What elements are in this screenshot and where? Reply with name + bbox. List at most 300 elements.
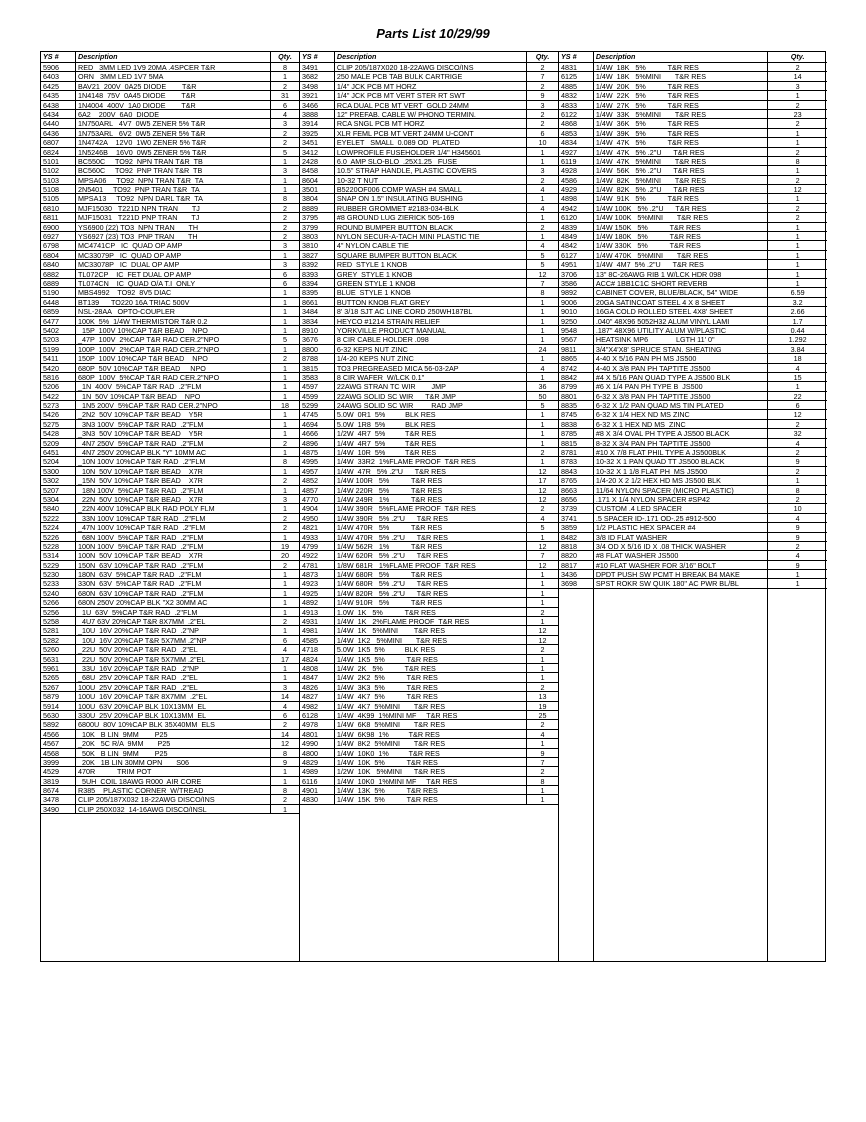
part-number: 8656 [561, 494, 577, 504]
part-description: 1/4W 33K 5%MINI T&R RES [593, 110, 767, 118]
part-number: 3804 [302, 194, 318, 203]
part-number: 4913 [302, 607, 318, 617]
part-quantity: 2 [526, 176, 558, 184]
part-description: _10U 16V 20%CAP T&R 5X7MM .2"NP [75, 636, 270, 644]
part-description: 1/4W 4K7 5%MINI T&R RES [334, 702, 526, 710]
part-quantity: 1 [526, 420, 558, 428]
part-number: 6824 [43, 147, 59, 156]
part-number: 8799 [561, 382, 577, 391]
table-row [559, 194, 827, 203]
part-number: 9548 [561, 325, 577, 335]
part-quantity: 2 [767, 495, 827, 503]
part-description: 1/4W 33R2 1%FLAME PROOF T&R RES [334, 457, 526, 465]
part-quantity: 1 [270, 298, 299, 306]
part-description: 1/4W 249R 1% T&R RES [334, 495, 526, 503]
table-row [41, 373, 299, 382]
part-description: 100U 16V 20%CAP T&R 8X7MM .2"EL [75, 692, 270, 700]
part-description: 1/4W 6K8 5%MINI T&R RES [334, 720, 526, 728]
table-row [559, 148, 827, 157]
part-number: 4839 [561, 222, 577, 232]
table-row [300, 373, 558, 382]
table-row [559, 514, 827, 523]
part-description: 5.0W 1R8 5% BLK RES [334, 420, 526, 428]
part-description: _68N 100V 5%CAP T&R RAD .2"FLM [75, 533, 270, 541]
part-description: 1/4W 56K 5% .2"U T&R RES [593, 166, 767, 174]
part-quantity: 3 [270, 166, 299, 174]
part-quantity: 2 [767, 448, 827, 456]
table-row [300, 213, 558, 222]
table-row [300, 82, 558, 91]
part-number: 4927 [561, 147, 577, 156]
part-quantity: 2 [767, 148, 827, 156]
part-number: 6477 [43, 316, 59, 325]
part-description: 6-32 X 1 HEX ND MS ZINC [593, 420, 767, 428]
part-quantity: 4 [270, 110, 299, 118]
part-quantity: 1 [526, 213, 558, 221]
part-description: 180N 63V 5%CAP T&R RAD .2"FLM [75, 570, 270, 578]
part-description: 10-32 X 1 PAN QUAD TT JS500 BLACK [593, 457, 767, 465]
parts-column-3 [558, 52, 827, 961]
table-row [559, 476, 827, 485]
part-quantity: 2 [526, 683, 558, 691]
table-row [300, 401, 558, 410]
part-description: 1/4" JCK PCB MT HORZ [334, 82, 526, 90]
part-number: 3451 [302, 138, 318, 147]
part-number: 4853 [561, 128, 577, 138]
part-number: 5304 [43, 494, 59, 504]
part-number: 3478 [43, 795, 59, 804]
part-quantity: 4 [767, 514, 827, 522]
part-description: 1/4W 3K3 5% T&R RES [334, 683, 526, 691]
table-row [300, 119, 558, 128]
part-description: BUTTON KNOB FLAT GREY [334, 298, 526, 306]
part-quantity: 6 [270, 636, 299, 644]
table-row [41, 317, 299, 326]
table-row [41, 119, 299, 128]
part-quantity: 19 [526, 702, 558, 710]
part-number: 5299 [302, 401, 318, 410]
part-number: 3810 [302, 241, 318, 250]
table-row [41, 382, 299, 391]
part-number: 5961 [43, 664, 59, 673]
header-qty: Qty. [526, 52, 558, 62]
part-description: 100U 25V 20%CAP T&R RAD .2"EL [75, 683, 270, 691]
part-description: RCA SNGL PCB MT HORZ [334, 119, 526, 127]
part-description: 1.0W 1K 5% T&R RES [334, 608, 526, 616]
table-row [559, 495, 827, 504]
part-number: 8482 [561, 532, 577, 541]
part-number: 3466 [302, 100, 318, 109]
part-quantity: 1 [270, 72, 299, 80]
part-number: 6125 [561, 72, 577, 81]
column-header [300, 52, 558, 63]
part-quantity: 2 [270, 138, 299, 146]
part-number: 4873 [302, 570, 318, 579]
part-description: TO3 PREGREASED MICA 56-03-2AP [334, 364, 526, 372]
table-row [559, 504, 827, 513]
part-number: 4982 [302, 701, 318, 710]
part-number: 6798 [43, 241, 59, 250]
part-number: 5204 [43, 457, 59, 466]
part-quantity: 1 [526, 326, 558, 334]
part-quantity: 1 [270, 598, 299, 606]
table-row [41, 758, 299, 767]
part-description: 1/4W 13K 5% T&R RES [334, 786, 526, 794]
part-quantity: 1 [270, 448, 299, 456]
part-quantity: 2 [526, 720, 558, 728]
part-description: 470R TRIM POT [75, 767, 270, 775]
table-row [41, 495, 299, 504]
part-number: 5816 [43, 372, 59, 382]
part-number: 6889 [43, 278, 59, 288]
part-description: _1N 400V 5%CAP T&R RAD .2"FLM [75, 382, 270, 390]
part-description: 1N4742A 12V0 1W0 ZENER 5% T&R [75, 138, 270, 146]
part-description: _1U 63V 5%CAP T&R RAD .2"FLM [75, 608, 270, 616]
part-number: 6451 [43, 448, 59, 457]
part-number: 4567 [43, 739, 59, 748]
part-description: #6 X 1/4 PAN PH TYPE B JS500 [593, 382, 767, 390]
part-description: R385 PLASTIC CORNER W/TREAD [75, 786, 270, 794]
table-row [300, 110, 558, 119]
parts-table [40, 51, 826, 962]
table-row [41, 138, 299, 147]
part-description: _4U7 63V 20%CAP T&R 8X7MM .2"EL [75, 617, 270, 625]
part-description: _3N3 50V 10%CAP T&R BEAD Y5R [75, 429, 270, 437]
part-quantity: 1 [270, 364, 299, 372]
part-number: 6120 [561, 213, 577, 222]
part-description: MC4741CP IC QUAD OP AMP [75, 241, 270, 249]
part-description: TL074CN IC QUAD O/A T.I ONLY [75, 279, 270, 287]
table-row [300, 439, 558, 448]
part-description: BC560C TO92 PNP TRAN T&R TB [75, 166, 270, 174]
table-row [559, 223, 827, 232]
part-number: 6436 [43, 128, 59, 138]
table-row [300, 232, 558, 241]
part-quantity: 6 [270, 711, 299, 719]
table-row [41, 91, 299, 100]
part-description: 4-40 X 3/8 PAN PH TAPTITE JS500 [593, 364, 767, 372]
header-qty: Qty. [767, 52, 827, 62]
part-quantity: 2 [767, 542, 827, 550]
table-row [41, 439, 299, 448]
part-description: 100P 100V 2%CAP T&R RAD CER.2"NPO [75, 345, 270, 353]
part-number: 6119 [561, 156, 577, 166]
part-description: YS6900 (22) TO3 NPN TRAN TH [75, 223, 270, 231]
part-description: 8' 3/18 SJT AC LINE CORD 250WH187BL [334, 307, 526, 315]
part-number: 8788 [302, 354, 318, 363]
table-row [559, 232, 827, 241]
table-row [300, 307, 558, 316]
table-row [559, 467, 827, 476]
part-quantity: 1 [526, 439, 558, 447]
part-number: 5302 [43, 476, 59, 485]
part-number: 6128 [302, 710, 318, 720]
part-quantity: 4 [526, 730, 558, 738]
part-number: 4989 [302, 767, 318, 776]
part-quantity: 2 [270, 439, 299, 447]
table-row [41, 176, 299, 185]
table-row [41, 504, 299, 513]
part-description: MPSA13 TO92 NPN DARL T&R TA [75, 194, 270, 202]
table-row [559, 392, 827, 401]
part-quantity: 50 [526, 392, 558, 400]
part-quantity: 1.292 [767, 335, 827, 343]
part-number: 3815 [302, 363, 318, 372]
part-number: 4586 [561, 175, 577, 185]
part-description: YS6927 (23) TO3 PNP TRAN TH [75, 232, 270, 240]
table-row [300, 720, 558, 729]
part-description: _33N 100V 10%CAP T&R RAD .2"FLM [75, 514, 270, 522]
part-quantity: 1 [767, 241, 827, 249]
table-row [41, 101, 299, 110]
part-number: 4830 [302, 795, 318, 804]
part-number: 3834 [302, 316, 318, 325]
table-row [41, 345, 299, 354]
part-description: 1/4W 180K 5% T&R RES [593, 232, 767, 240]
part-description: 2N5401 TO92 PNP TRAN T&R TA [75, 185, 270, 193]
table-row [41, 551, 299, 560]
part-quantity: 1 [767, 382, 827, 390]
table-row [300, 486, 558, 495]
part-description: 6-32 X 3/8 PAN PH TAPTITE JS500 [593, 392, 767, 400]
part-description: 1/2W 4R7 5% T&R RES [334, 429, 526, 437]
table-row [41, 683, 299, 692]
table-row [300, 608, 558, 617]
part-description: 330N 63V 5%CAP T&R RAD .2"FLM [75, 579, 270, 587]
table-row [300, 504, 558, 513]
part-quantity: 6 [526, 129, 558, 137]
part-number: 5222 [43, 513, 59, 523]
part-description: EYELET SMALL 0.089 OD PLATED [334, 138, 526, 146]
part-quantity: 2 [270, 617, 299, 625]
part-number: 4896 [302, 438, 318, 448]
part-description: 6800U 80V 10%CAP BLK 35X40MM ELS [75, 720, 270, 728]
part-description: 1/4W 100R 5% T&R RES [334, 476, 526, 484]
part-description: CUSTOM .4 LED SPACER [593, 504, 767, 512]
table-row [559, 448, 827, 457]
part-description: _2N2 50V 10%CAP T&R BEAD Y5R [75, 410, 270, 418]
part-quantity: 1 [767, 223, 827, 231]
part-number: 4852 [302, 476, 318, 485]
part-number: 8843 [561, 466, 577, 476]
part-number: 4978 [302, 720, 318, 729]
header-ys: YS # [561, 52, 577, 61]
part-description: _15N 50V 10%CAP T&R BEAD X7R [75, 476, 270, 484]
part-number: 4957 [302, 466, 318, 476]
part-description: _20K 1B LIN 30MM OPN S06 [75, 758, 270, 766]
table-row [300, 476, 558, 485]
part-quantity: 5 [526, 401, 558, 409]
part-number: 3436 [561, 570, 577, 579]
part-quantity: 2 [270, 476, 299, 484]
table-row [300, 542, 558, 551]
table-row [41, 514, 299, 523]
part-description: 1/4W 82K 5% .2"U T&R RES [593, 185, 767, 193]
part-quantity: 9 [526, 749, 558, 757]
part-quantity: 3.2 [767, 298, 827, 306]
part-quantity: 1 [270, 608, 299, 616]
part-number: 8835 [561, 401, 577, 410]
part-quantity: 1 [270, 326, 299, 334]
table-row [559, 523, 827, 532]
table-row [300, 617, 558, 626]
table-row [41, 570, 299, 579]
table-row [300, 655, 558, 664]
part-number: 5426 [43, 410, 59, 419]
part-number: 3914 [302, 119, 318, 128]
part-quantity: 23 [767, 110, 827, 118]
table-row [300, 758, 558, 767]
part-quantity: 6 [767, 401, 827, 409]
part-description: 330U 25V 20%CAP BLK 10X13MM EL [75, 711, 270, 719]
part-number: 4933 [302, 532, 318, 541]
part-description: 3/4"X4'X8' SPRUCE STAN. SHEATING [593, 345, 767, 353]
part-quantity: 1 [270, 673, 299, 681]
part-quantity: 17 [526, 476, 558, 484]
part-description: 22AWG STRAN TC WIR JMP [334, 382, 526, 390]
table-row [300, 288, 558, 297]
empty-cell [593, 589, 767, 961]
part-description: 1/4W 1K2 5%MINI T&R RES [334, 636, 526, 644]
part-number: 5228 [43, 541, 59, 551]
part-number: 6810 [43, 203, 59, 213]
table-row [559, 486, 827, 495]
part-number: 4904 [302, 504, 318, 513]
table-row [559, 101, 827, 110]
table-row [300, 467, 558, 476]
part-quantity: 3 [767, 82, 827, 90]
part-description: 1/4-20 KEPS NUT ZINC [334, 354, 526, 362]
part-description: _1N 50V 10%CAP T&R BEAD NPO [75, 392, 270, 400]
part-description: NYLON SECUR-A-TACH MINI PLASTIC TIE [334, 232, 526, 240]
part-quantity: 8 [526, 288, 558, 296]
part-quantity: 2 [270, 561, 299, 569]
part-description: 8 CIR WAFER W/LCK 0.1" [334, 373, 526, 381]
part-number: 6900 [43, 222, 59, 232]
table-row [559, 119, 827, 128]
part-description: 680N 250V 20%CAP BLK "X2 30MM AC [75, 598, 270, 606]
table-row [41, 194, 299, 203]
part-quantity: 1 [270, 382, 299, 390]
part-description: HEYCO #1214 STRAIN RELIEF [334, 317, 526, 325]
part-quantity: 1 [526, 335, 558, 343]
part-description: 1/4W 4K7 5% T&R RES [334, 692, 526, 700]
table-row [300, 683, 558, 692]
table-row [300, 495, 558, 504]
table-row [41, 279, 299, 288]
part-number: 4831 [561, 63, 577, 72]
part-description: 1/4W 18K 5% T&R RES [593, 63, 767, 71]
table-row [559, 364, 827, 373]
part-description: _4N7 250V 20%CAP BLK "Y" 10MM AC [75, 448, 270, 456]
part-quantity: 1 [526, 598, 558, 606]
table-row [559, 429, 827, 438]
part-quantity: 1 [270, 176, 299, 184]
part-description: 100N 50V 10%CAP T&R BEAD X7R [75, 551, 270, 559]
part-quantity: 17 [270, 655, 299, 663]
part-number: 4799 [302, 541, 318, 551]
part-number: 6811 [43, 213, 59, 222]
part-quantity: 1 [526, 232, 558, 240]
part-description: LOWPROFILE FUSEHOLDER 1/4" H345601 [334, 148, 526, 156]
part-description: 1N4004 400V 1A0 DIODE T&R [75, 101, 270, 109]
table-row [41, 241, 299, 250]
part-quantity: 6.59 [767, 288, 827, 296]
part-quantity: 1 [270, 317, 299, 325]
table-row [41, 486, 299, 495]
part-number: 5266 [43, 598, 59, 607]
part-description: MJF15030 T221D NPN TRAN TJ [75, 204, 270, 212]
part-quantity: 3 [270, 495, 299, 503]
part-number: 5906 [43, 63, 59, 72]
table-row [41, 326, 299, 335]
part-quantity: 2 [270, 129, 299, 137]
part-quantity: 1 [270, 533, 299, 541]
table-row [300, 185, 558, 194]
table-row [300, 298, 558, 307]
table-row [559, 542, 827, 551]
table-row [559, 551, 827, 560]
part-description: 8-32 X 3/4 PAN PH TAPTITE JS500 [593, 439, 767, 447]
table-row [41, 392, 299, 401]
part-quantity: 2 [526, 645, 558, 653]
part-description: 150N 63V 10%CAP T&R RAD .2"FLM [75, 561, 270, 569]
part-quantity: 1 [526, 194, 558, 202]
part-quantity: 2 [526, 223, 558, 231]
table-row [300, 664, 558, 673]
part-number: 4875 [302, 448, 318, 457]
part-description: 1/4W 6K98 1% T&R RES [334, 730, 526, 738]
part-quantity: 2 [270, 795, 299, 803]
part-number: 4995 [302, 457, 318, 466]
part-description: XLR FEML PCB MT VERT 24MM U-CONT [334, 129, 526, 137]
part-number: 5428 [43, 429, 59, 438]
part-number: 8392 [302, 260, 318, 269]
part-description: 1N750ARL 4V7 0W5 ZENER 5% T&R [75, 119, 270, 127]
part-number: 3498 [302, 81, 318, 91]
table-row [41, 805, 299, 814]
part-number: 5226 [43, 532, 59, 541]
table-row [41, 702, 299, 711]
table-row [300, 382, 558, 391]
part-description: 1/4W 47K 5% T&R RES [593, 138, 767, 146]
part-number: 5199 [43, 344, 59, 354]
part-description: 1/4W 4R7 5% T&R RES [334, 439, 526, 447]
table-row [559, 91, 827, 100]
table-row [559, 176, 827, 185]
table-row [300, 392, 558, 401]
part-quantity: 3 [270, 241, 299, 249]
table-row [41, 598, 299, 607]
part-description: 150P 100V 10%CAP T&R BEAD NPO [75, 354, 270, 362]
table-row [41, 589, 299, 598]
table-row [300, 129, 558, 138]
part-description: 250 MALE PCB TAB BULK CARTRIGE [334, 72, 526, 80]
part-quantity: 1 [526, 298, 558, 306]
part-quantity: 1 [767, 194, 827, 202]
table-row [300, 692, 558, 701]
table-row [41, 664, 299, 673]
part-description: #4 X 5/16 PAN QUAD TYPE A JS500 BLK [593, 373, 767, 381]
part-description: 11/64 NYLON SPACER (MICRO PLASTIC) [593, 486, 767, 494]
part-description: 1/4W 620R 5% .2"U T&R RES [334, 551, 526, 559]
part-number: 4857 [302, 485, 318, 494]
part-quantity: 8 [767, 157, 827, 165]
part-description: 1/4W 47R 5% .2"U T&R RES [334, 467, 526, 475]
part-number: 3859 [561, 523, 577, 532]
part-quantity: 31 [270, 91, 299, 99]
part-quantity: 1 [270, 345, 299, 353]
